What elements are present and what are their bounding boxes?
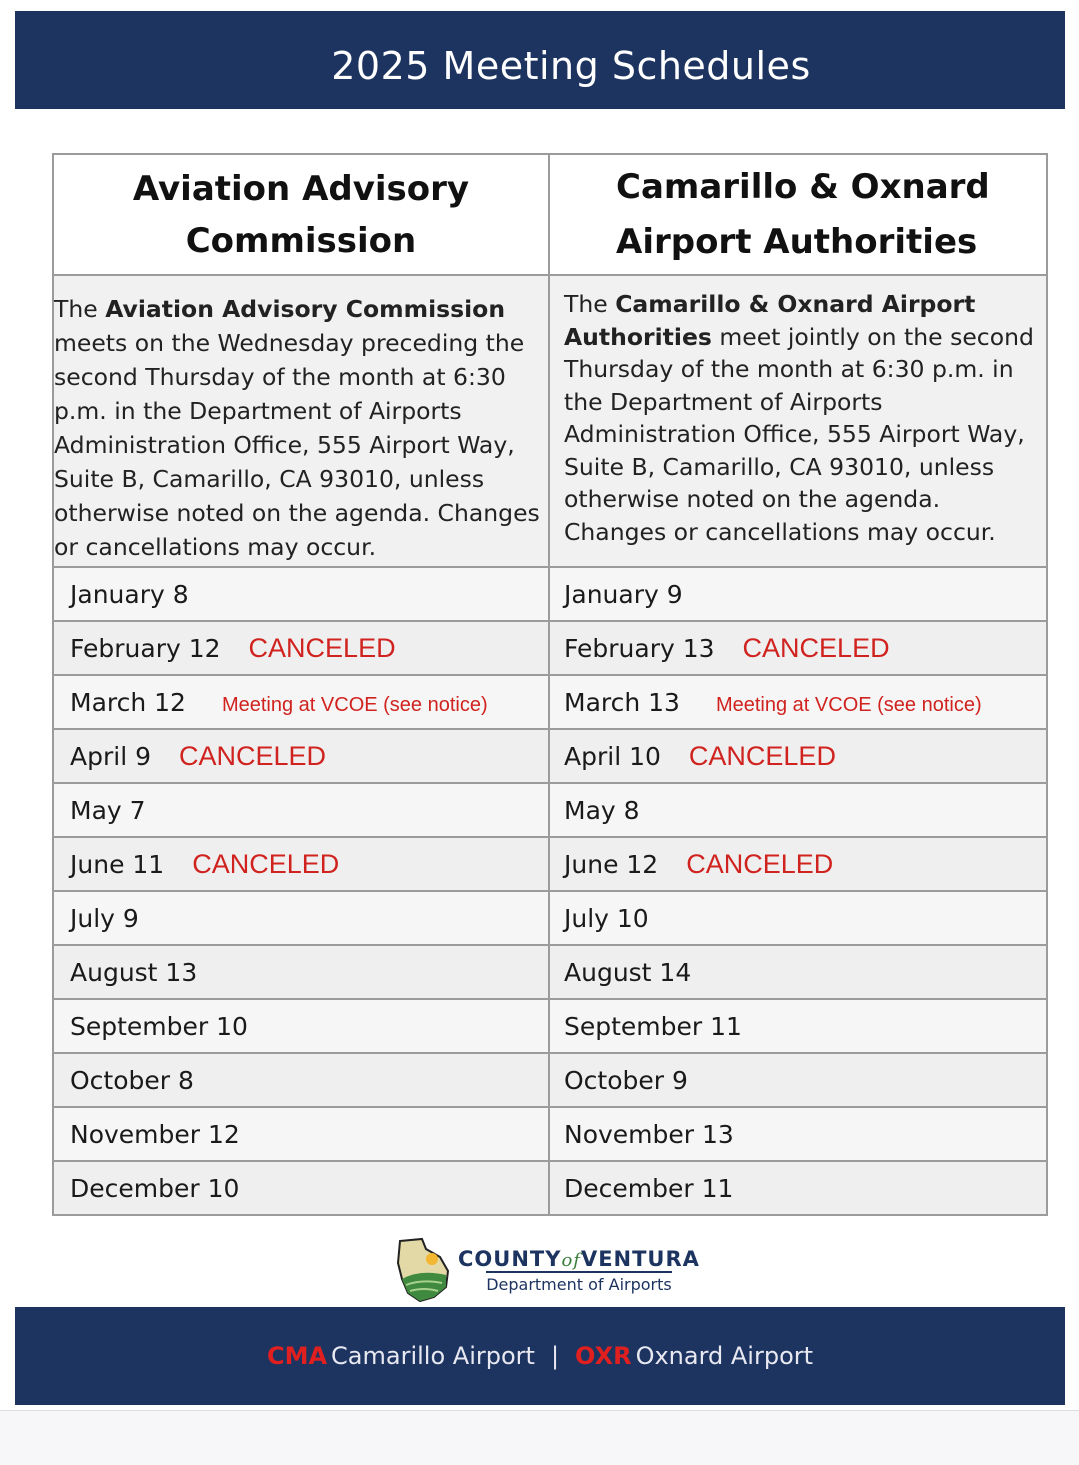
schedule-row [53,783,1047,837]
desc-bold: Aviation Advisory Commission [105,295,506,323]
desc-text: The [54,295,106,323]
meeting-date: November 12 [70,1119,240,1149]
schedule-row [53,729,1047,783]
airport-authorities-date-cell [549,1161,1047,1215]
meeting-date: February 12 [70,633,221,663]
page-title: 2025 Meeting Schedules [331,44,811,88]
airport-authorities-date-cell [549,783,1047,837]
description-row [53,275,1047,567]
description-airport-authorities [549,275,1047,567]
meeting-date: September 10 [70,1011,248,1041]
column-header-row [53,154,1047,275]
column-title-line: Commission [185,220,417,261]
desc-text: meets on the Wednesday preceding the second Thursday of the month at 6:30 p.m. in the Department of Airports Administration Office, 555 Airport Way, Suite B, Camarillo, CA 93010, unless otherwise noted on the agenda. Changes or cancellations may occur. [54,329,540,561]
meeting-date: August 14 [564,957,692,987]
schedule-row [53,567,1047,621]
airport-authorities-date-cell [549,675,1047,729]
meeting-location-note: Meeting at VCOE (see notice) [221,693,488,716]
meeting-date: January 9 [564,579,683,609]
meeting-date: May 8 [564,795,640,825]
desc-text: The [564,290,616,318]
airport-authorities-date-cell [549,567,1047,621]
column-title-line: Camarillo & Oxnard [616,166,990,207]
airport-authorities-date-cell [549,1053,1047,1107]
canceled-label: CANCELED [179,740,327,771]
airport-name-camarillo: Camarillo Airport [331,1342,535,1370]
aviation-advisory-date-cell [53,945,549,999]
canceled-label: CANCELED [742,632,890,663]
schedule-row [53,1161,1047,1215]
meeting-date: April 9 [70,741,151,771]
meeting-date: November 13 [564,1119,734,1149]
footer-banner [15,1307,1065,1405]
meeting-date: June 11 [70,849,165,879]
schedule-row [53,837,1047,891]
airport-authorities-date-cell [549,945,1047,999]
meeting-date: September 11 [564,1011,742,1041]
aviation-advisory-date-cell [53,1107,549,1161]
desc-text: meet jointly on the second Thursday of the month at 6:30 p.m. in the Department of Airports Administration Office, 555 Airport Way, Suite B, Camarillo, CA 93010, unless otherwise noted on the agenda. Changes or cancellations may occur. [564,322,1034,546]
aviation-advisory-date-cell [53,729,549,783]
schedule-row [53,999,1047,1053]
schedule-row [53,1107,1047,1161]
logo-county-pre: COUNTY [458,1246,562,1271]
aviation-advisory-date-cell [53,1161,549,1215]
airport-code-oxr: OXR [575,1342,632,1370]
aviation-advisory-date-cell [53,891,549,945]
schedule-row [53,621,1047,675]
aviation-advisory-date-cell [53,621,549,675]
canceled-label: CANCELED [192,848,340,879]
column-title-line: Aviation Advisory [132,168,470,209]
airport-authorities-date-cell [549,837,1047,891]
header-banner [15,11,1065,109]
meeting-date: December 11 [564,1173,734,1203]
canceled-label: CANCELED [688,740,836,771]
canceled-label: CANCELED [248,632,396,663]
aviation-advisory-date-cell [53,567,549,621]
aviation-advisory-date-cell [53,999,549,1053]
aviation-advisory-date-cell [53,783,549,837]
meeting-location-note: Meeting at VCOE (see notice) [715,693,982,716]
meeting-date: March 12 [70,687,186,717]
schedule-table [52,153,1048,1216]
airport-authorities-date-cell [549,999,1047,1053]
meeting-date: July 10 [564,903,649,933]
page-bottom-margin [0,1410,1079,1465]
schedule-row [53,891,1047,945]
meeting-date: February 13 [564,633,715,663]
meeting-date: December 10 [70,1173,240,1203]
county-logo [396,1234,700,1306]
logo-county-name [458,1247,700,1271]
schedule-row [53,1053,1047,1107]
schedule-row [53,675,1047,729]
county-map-icon [396,1235,454,1305]
description-aviation-advisory [53,275,549,567]
logo-text [458,1247,700,1294]
meeting-date: October 9 [564,1065,688,1095]
meeting-date: May 7 [70,795,146,825]
canceled-label: CANCELED [686,848,834,879]
aviation-advisory-date-cell [53,675,549,729]
logo-department: Department of Airports [486,1271,672,1294]
column-header-aviation-advisory [53,154,549,275]
meeting-date: July 9 [70,903,139,933]
logo-county-post: VENTURA [580,1246,700,1271]
logo-county-of: of [561,1249,581,1271]
schedule-row [53,945,1047,999]
airport-name-oxnard: Oxnard Airport [635,1342,814,1370]
footer-separator: | [550,1342,560,1370]
airport-authorities-date-cell [549,891,1047,945]
column-title-line: Airport Authorities [616,221,978,262]
meeting-date: January 8 [70,579,189,609]
aviation-advisory-date-cell [53,837,549,891]
meeting-date: October 8 [70,1065,194,1095]
airport-authorities-date-cell [549,621,1047,675]
aviation-advisory-date-cell [53,1053,549,1107]
meeting-date: June 12 [564,849,659,879]
airport-code-cma: CMA [266,1342,328,1370]
column-header-airport-authorities [549,154,1047,275]
airport-authorities-date-cell [549,729,1047,783]
meeting-date: August 13 [70,957,198,987]
desc-bold: Camarillo & Oxnard Airport Authorities [564,290,976,351]
meeting-date: March 13 [564,687,680,717]
airport-authorities-date-cell [549,1107,1047,1161]
meeting-date: April 10 [564,741,661,771]
